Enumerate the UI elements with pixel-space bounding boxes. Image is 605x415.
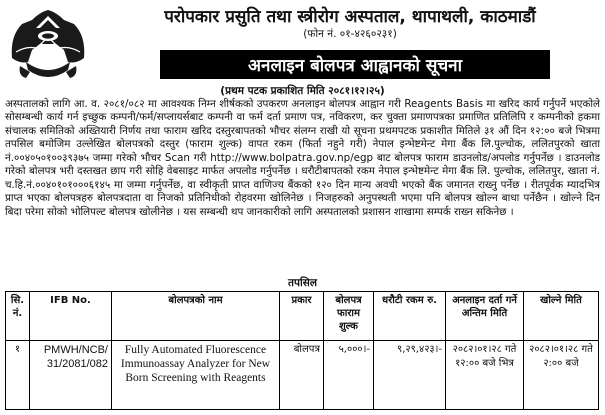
cell-last-date: २०८२।०१।२८ गते १२:०० बजे भित्र	[446, 341, 524, 410]
publish-date: (प्रथम पटक प्रकाशित मिति २०८१।१२।२५)	[220, 85, 385, 97]
phone-number: (फोन नं. ०१-४२६०२३१)	[303, 28, 397, 40]
cell-tender-name: Fully Automated Fluorescence Immunoassay Analyzer for New Born Screening with Reagents	[112, 341, 280, 410]
col-header-type: प्रकार	[280, 292, 324, 341]
nepal-government-emblem-icon	[6, 6, 90, 86]
cell-form-fee: ५,०००।-	[324, 341, 374, 410]
col-header-sn: सि. नं.	[6, 292, 30, 341]
col-header-last-date: अनलाइन दर्ता गर्ने अन्तिम मिति	[446, 292, 524, 341]
table-caption: तपसिल	[288, 277, 317, 289]
cell-sn: १	[6, 341, 30, 410]
cell-ifb-number: PMWH/NCB/ 31/2081/082	[30, 341, 112, 410]
hospital-name-heading: परोपकार प्रसुति तथा स्त्रीरोग अस्पताल, थापाथली, काठमाडौं	[164, 7, 536, 27]
notice-title-banner: अनलाइन बोलपत्र आह्वानको सूचना	[160, 50, 550, 79]
col-header-fee: बोलपत्र फाराम शुल्क	[324, 292, 374, 341]
col-header-open-date: खोल्ने मिति	[524, 292, 599, 341]
col-header-name: बोलपत्रको नाम	[112, 292, 280, 341]
table-row	[6, 341, 599, 410]
col-header-deposit: धरौटी रकम रु.	[374, 292, 446, 341]
table-header-row	[6, 292, 599, 341]
cell-opening-date: २०८२।०१।२८ गते २:०० बजे	[524, 341, 599, 410]
notice-body-paragraph: अस्पतालको लागि आ. व. २०८१/०८२ मा आवश्यक निम्न शीर्षकको उपकरण अनलाइन बोलपत्र आह्वान गरी Reagents Basis मा खरिद कार्य गर्नुपर्ने भएकोले सोसम्बन्धी कार्य गर्न इच्छुक कम्पनी/फर्म/सप्लायर्सबाट कम्पनी वा फर्म दर्ता प्रमाण पत्र, नविकरण, कर चुक्ता प्रमाणपत्रका प्रमाणित प्रतिलिपि र कम्पनीको हकमा संचालक समितिको अख्तियारी निर्णय तथा फाराम खरिद दस्तुरबापतको भौचर संलग्न राखी यो सूचना प्रथमपटक प्रकाशीत मितिले ३१ औं दिन १२:०० बजे भित्रमा तपसिल बमोजिम उल्लेखित बोलपत्रको दस्तुर (फाराम शुल्क) वापत रकम (फिर्ता नहुने गरी) नेपाल इन्भेष्टमेन्ट मेगा बैंक लि.पुल्चोक, ललितपुरको खाता नं.००४०५०१००३९३७५ जम्मा गरेको भौचर Scan गरी http://www.bolpatra.gov.np/egp बाट बोलपत्र फाराम डाउनलोड/अपलोड गर्नुपर्नेछ । डाउनलोड गरेको बोलपत्र भरी दस्तखत छाप गरी सोहि वेबसाइट मार्फत अपलोड गर्नुपर्नेछ । धरौटीबापतको रकम नेपाल इन्भेष्टमेन्ट मेगा बैंक लि. पुल्चोक, ललितपुर, खाता नं. च.हि.नं.००४०१०१०००६१४५ मा जम्मा गर्नुपर्नेछ, वा स्वीकृती प्राप्त वाणिज्य बैंकको १२० दिन मान्य अवधी भएको बैंक जमानत राख्नु पर्नेछ । रीतपूर्वक म्यादभित्र प्राप्त भएका बोलपत्रहरु बोलपत्रदाता वा निजको प्रतिनिधीको रोहवरमा खोलिनेछ । निजहरुको अनुपस्थती भएमा पनि बोलपत्र खोल्न बाधा पर्नेछैन । खोल्ने दिन बिदा परेमा सोको भोलिपल्ट बोलपत्र खोलीनेछ । यस सम्बन्धी थप जानकारीको लागि अस्पतालको प्रशासन शाखामा सम्पर्क राख्न सकिनेछ ।	[5, 98, 600, 218]
tender-table	[5, 291, 599, 410]
col-header-ifb: IFB No.	[30, 292, 112, 341]
cell-deposit: ९,२९,४२३।-	[374, 341, 446, 410]
cell-type: बोलपत्र	[280, 341, 324, 410]
